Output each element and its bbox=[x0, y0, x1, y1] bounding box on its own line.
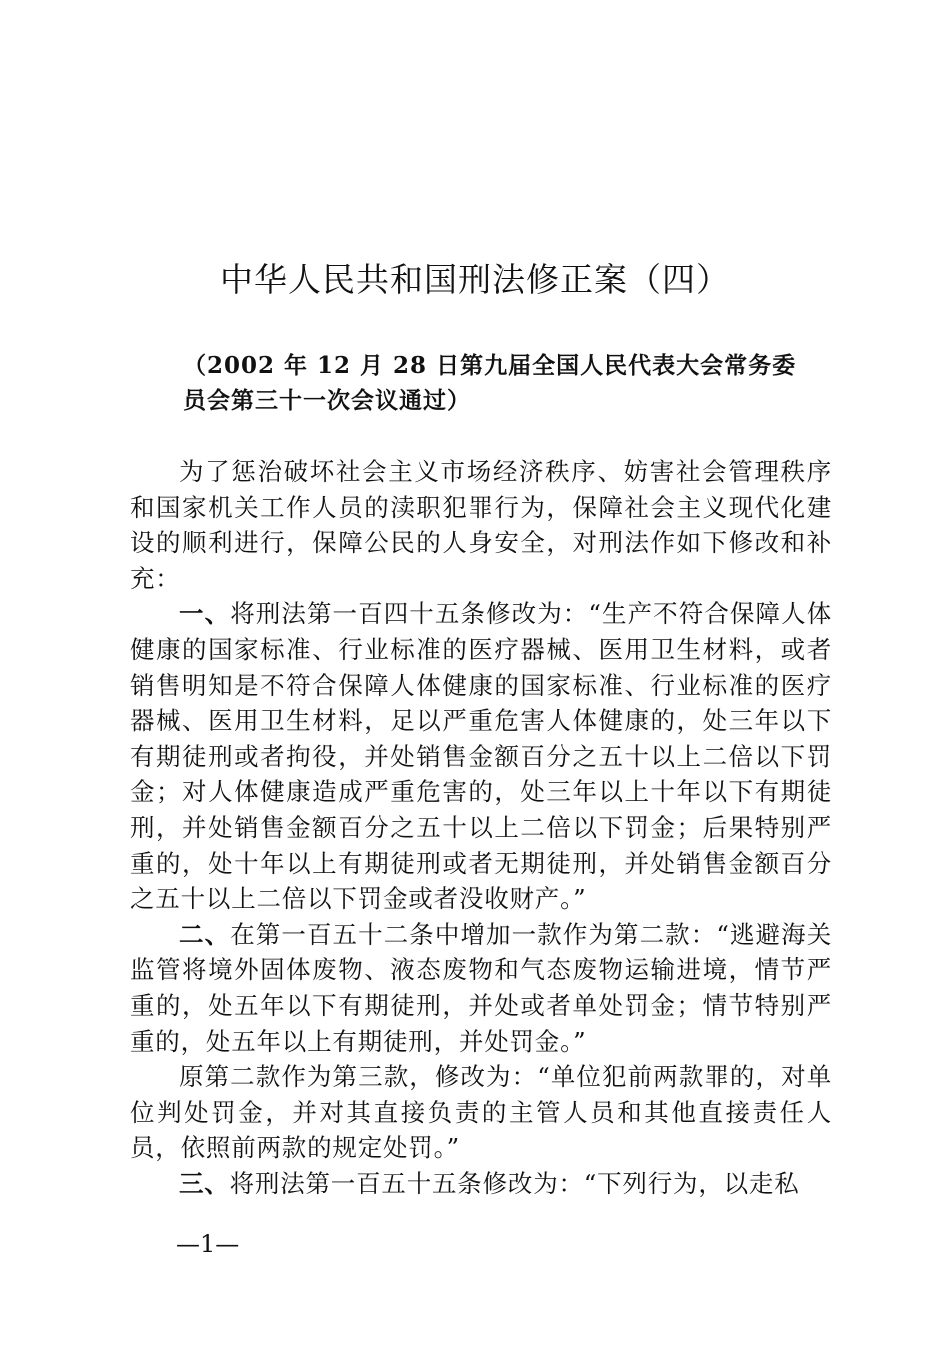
article-2-continuation-text: 原第二款作为第三款，修改为：“单位犯前两款罪的，对单位判处罚金，并对其直接负责的主管人员和其他直接责任人员，依照前两款的规定处罚。” bbox=[130, 1062, 832, 1163]
article-2-continuation-paragraph bbox=[130, 1059, 832, 1166]
page-number: —1— bbox=[176, 1230, 240, 1258]
article-3-text: 将刑法第一百五十五条修改为：“下列行为，以走私 bbox=[229, 1168, 800, 1198]
article-2-number: 二、 bbox=[179, 919, 231, 949]
document-title: 中华人民共和国刑法修正案（四） bbox=[220, 260, 730, 299]
article-3-paragraph bbox=[130, 1166, 832, 1202]
article-2-paragraph bbox=[130, 917, 832, 1059]
preamble-paragraph bbox=[130, 454, 832, 596]
article-1-paragraph bbox=[130, 596, 832, 916]
article-2-text: 在第一百五十二条中增加一款作为第二款：“逃避海关监管将境外固体废物、液态废物和气态废物运输进境，情节严重的，处五年以下有期徒刑，并处或者单处罚金；情节特别严重的，处五年以上有期徒刑，并处罚金。” bbox=[130, 919, 832, 1056]
adoption-note bbox=[183, 348, 803, 418]
article-3-number: 三、 bbox=[179, 1168, 230, 1198]
document-body bbox=[130, 454, 832, 1201]
adoption-note-line-1: （2002 年 12 月 28 日第九届全国人民代表大会常务委 bbox=[183, 352, 797, 379]
adoption-note-line-2: 员会第三十一次会议通过） bbox=[183, 387, 471, 414]
preamble-text: 为了惩治破坏社会主义市场经济秩序、妨害社会管理秩序和国家机关工作人员的渎职犯罪行为，保障社会主义现代化建设的顺利进行，保障公民的人身安全，对刑法作如下修改和补充： bbox=[130, 457, 832, 593]
article-1-number: 一、 bbox=[179, 599, 231, 629]
article-1-text: 将刑法第一百四十五条修改为：“生产不符合保障人体健康的国家标准、行业标准的医疗器械、医用卫生材料，或者销售明知是不符合保障人体健康的国家标准、行业标准的医疗器械、医用卫生材料，足以严重危害人体健康的，处三年以下有期徒刑或者拘役，并处销售金额百分之五十以上二倍以下罚金；对人体健康造成严重危害的，处三年以上十年以下有期徒刑，并处销售金额百分之五十以上二倍以下罚金；后果特别严重的，处十年以上有期徒刑或者无期徒刑，并处销售金额百分之五十以上二倍以下罚金或者没收财产。” bbox=[130, 599, 832, 914]
